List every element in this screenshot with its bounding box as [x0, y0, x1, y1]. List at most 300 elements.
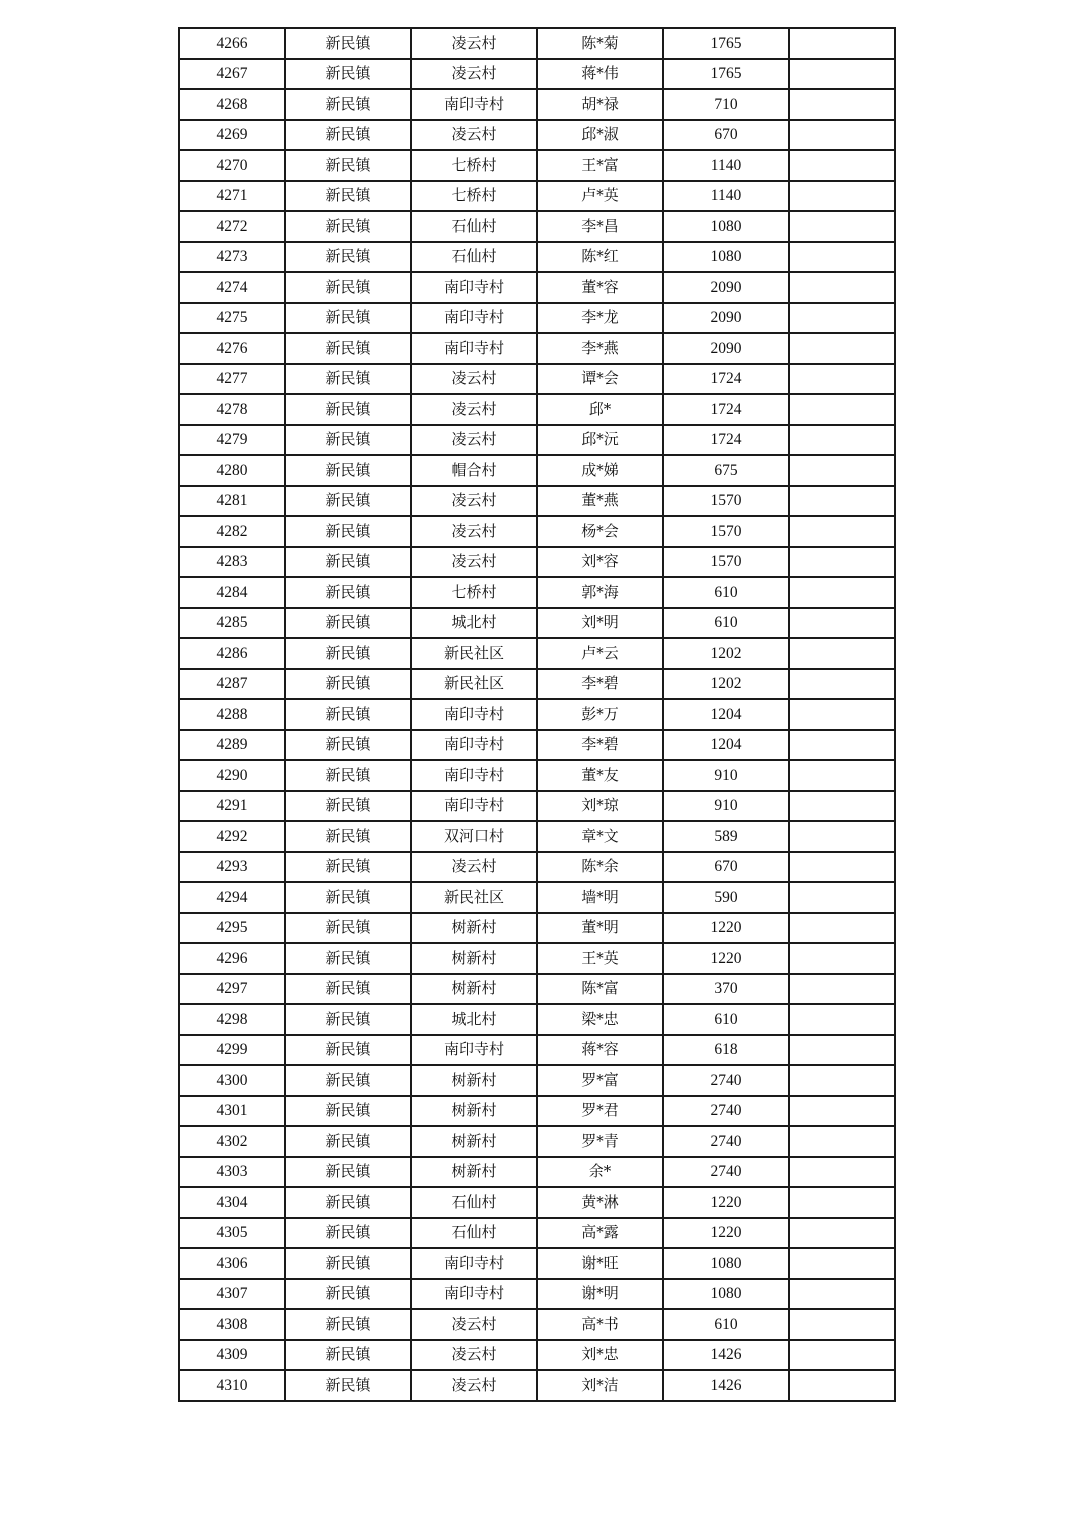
note-cell: [789, 59, 895, 90]
town-cell: 新民镇: [285, 760, 411, 791]
village-cell: 凌云村: [411, 120, 537, 151]
row-number-cell: 4275: [179, 303, 285, 334]
amount-cell: 589: [663, 821, 789, 852]
table-row: [179, 242, 895, 273]
town-cell: 新民镇: [285, 1035, 411, 1066]
village-cell: 南印寺村: [411, 1248, 537, 1279]
amount-cell: 370: [663, 974, 789, 1005]
note-cell: [789, 577, 895, 608]
village-cell: 南印寺村: [411, 1035, 537, 1066]
note-cell: [789, 699, 895, 730]
row-number-cell: 4283: [179, 547, 285, 578]
village-cell: 南印寺村: [411, 333, 537, 364]
row-number-cell: 4266: [179, 28, 285, 59]
note-cell: [789, 1340, 895, 1371]
row-number-cell: 4281: [179, 486, 285, 517]
village-cell: 凌云村: [411, 1340, 537, 1371]
town-cell: 新民镇: [285, 181, 411, 212]
amount-cell: 675: [663, 455, 789, 486]
village-cell: 石仙村: [411, 242, 537, 273]
note-cell: [789, 943, 895, 974]
table-row: [179, 181, 895, 212]
person-name-cell: 章*文: [537, 821, 663, 852]
table-row: [179, 89, 895, 120]
note-cell: [789, 730, 895, 761]
person-name-cell: 梁*忠: [537, 1004, 663, 1035]
town-cell: 新民镇: [285, 882, 411, 913]
person-name-cell: 刘*忠: [537, 1340, 663, 1371]
table-row: [179, 882, 895, 913]
note-cell: [789, 638, 895, 669]
person-name-cell: 陈*红: [537, 242, 663, 273]
note-cell: [789, 974, 895, 1005]
row-number-cell: 4290: [179, 760, 285, 791]
village-cell: 石仙村: [411, 1218, 537, 1249]
village-cell: 南印寺村: [411, 760, 537, 791]
amount-cell: 1202: [663, 638, 789, 669]
person-name-cell: 邱*淑: [537, 120, 663, 151]
person-name-cell: 刘*明: [537, 608, 663, 639]
row-number-cell: 4286: [179, 638, 285, 669]
row-number-cell: 4306: [179, 1248, 285, 1279]
town-cell: 新民镇: [285, 394, 411, 425]
person-name-cell: 卢*云: [537, 638, 663, 669]
town-cell: 新民镇: [285, 730, 411, 761]
table-row: [179, 1279, 895, 1310]
table-row: [179, 455, 895, 486]
row-number-cell: 4269: [179, 120, 285, 151]
village-cell: 南印寺村: [411, 303, 537, 334]
row-number-cell: 4300: [179, 1065, 285, 1096]
table-row: [179, 1157, 895, 1188]
amount-cell: 610: [663, 608, 789, 639]
table-row: [179, 577, 895, 608]
note-cell: [789, 150, 895, 181]
amount-cell: 2090: [663, 272, 789, 303]
amount-cell: 2090: [663, 303, 789, 334]
table-row: [179, 547, 895, 578]
amount-cell: 1140: [663, 181, 789, 212]
note-cell: [789, 760, 895, 791]
table-row: [179, 150, 895, 181]
row-number-cell: 4292: [179, 821, 285, 852]
note-cell: [789, 913, 895, 944]
table-row: [179, 821, 895, 852]
row-number-cell: 4295: [179, 913, 285, 944]
row-number-cell: 4302: [179, 1126, 285, 1157]
amount-cell: 1570: [663, 547, 789, 578]
amount-cell: 910: [663, 791, 789, 822]
town-cell: 新民镇: [285, 1065, 411, 1096]
amount-cell: 1202: [663, 669, 789, 700]
town-cell: 新民镇: [285, 28, 411, 59]
table-row: [179, 669, 895, 700]
person-name-cell: 罗*富: [537, 1065, 663, 1096]
person-name-cell: 陈*富: [537, 974, 663, 1005]
town-cell: 新民镇: [285, 913, 411, 944]
person-name-cell: 高*书: [537, 1309, 663, 1340]
amount-cell: 1220: [663, 913, 789, 944]
person-name-cell: 蒋*容: [537, 1035, 663, 1066]
table-row: [179, 1187, 895, 1218]
row-number-cell: 4270: [179, 150, 285, 181]
village-cell: 南印寺村: [411, 272, 537, 303]
village-cell: 石仙村: [411, 1187, 537, 1218]
person-name-cell: 邱*: [537, 394, 663, 425]
person-name-cell: 陈*余: [537, 852, 663, 883]
person-name-cell: 杨*会: [537, 516, 663, 547]
town-cell: 新民镇: [285, 364, 411, 395]
person-name-cell: 蒋*伟: [537, 59, 663, 90]
person-name-cell: 董*明: [537, 913, 663, 944]
amount-cell: 1220: [663, 1218, 789, 1249]
table-row: [179, 791, 895, 822]
row-number-cell: 4294: [179, 882, 285, 913]
row-number-cell: 4285: [179, 608, 285, 639]
row-number-cell: 4296: [179, 943, 285, 974]
village-cell: 石仙村: [411, 211, 537, 242]
village-cell: 树新村: [411, 1157, 537, 1188]
row-number-cell: 4310: [179, 1370, 285, 1401]
amount-cell: 1220: [663, 943, 789, 974]
village-cell: 树新村: [411, 913, 537, 944]
town-cell: 新民镇: [285, 1096, 411, 1127]
note-cell: [789, 242, 895, 273]
note-cell: [789, 1309, 895, 1340]
person-name-cell: 董*容: [537, 272, 663, 303]
amount-cell: 610: [663, 1309, 789, 1340]
town-cell: 新民镇: [285, 516, 411, 547]
amount-cell: 1220: [663, 1187, 789, 1218]
town-cell: 新民镇: [285, 1248, 411, 1279]
note-cell: [789, 1370, 895, 1401]
row-number-cell: 4301: [179, 1096, 285, 1127]
village-cell: 双河口村: [411, 821, 537, 852]
town-cell: 新民镇: [285, 59, 411, 90]
table-row: [179, 699, 895, 730]
row-number-cell: 4305: [179, 1218, 285, 1249]
table-row: [179, 272, 895, 303]
amount-cell: 1426: [663, 1370, 789, 1401]
note-cell: [789, 486, 895, 517]
row-number-cell: 4307: [179, 1279, 285, 1310]
table-row: [179, 120, 895, 151]
table-row: [179, 1096, 895, 1127]
row-number-cell: 4298: [179, 1004, 285, 1035]
note-cell: [789, 425, 895, 456]
amount-cell: 610: [663, 1004, 789, 1035]
amount-cell: 910: [663, 760, 789, 791]
table-row: [179, 516, 895, 547]
row-number-cell: 4272: [179, 211, 285, 242]
note-cell: [789, 333, 895, 364]
table-row: [179, 974, 895, 1005]
amount-cell: 1724: [663, 364, 789, 395]
person-name-cell: 邱*沅: [537, 425, 663, 456]
town-cell: 新民镇: [285, 1340, 411, 1371]
town-cell: 新民镇: [285, 1218, 411, 1249]
town-cell: 新民镇: [285, 425, 411, 456]
note-cell: [789, 455, 895, 486]
town-cell: 新民镇: [285, 242, 411, 273]
town-cell: 新民镇: [285, 1126, 411, 1157]
table-row: [179, 303, 895, 334]
town-cell: 新民镇: [285, 150, 411, 181]
note-cell: [789, 211, 895, 242]
table-row: [179, 1248, 895, 1279]
village-cell: 南印寺村: [411, 730, 537, 761]
person-name-cell: 李*燕: [537, 333, 663, 364]
village-cell: 凌云村: [411, 1309, 537, 1340]
table-row: [179, 1340, 895, 1371]
table-row: [179, 913, 895, 944]
person-name-cell: 王*英: [537, 943, 663, 974]
town-cell: 新民镇: [285, 211, 411, 242]
village-cell: 树新村: [411, 974, 537, 1005]
amount-cell: 1724: [663, 425, 789, 456]
village-cell: 城北村: [411, 1004, 537, 1035]
table-row: [179, 638, 895, 669]
note-cell: [789, 1187, 895, 1218]
amount-cell: 1570: [663, 486, 789, 517]
amount-cell: 1080: [663, 242, 789, 273]
town-cell: 新民镇: [285, 1279, 411, 1310]
town-cell: 新民镇: [285, 669, 411, 700]
person-name-cell: 胡*禄: [537, 89, 663, 120]
note-cell: [789, 1248, 895, 1279]
row-number-cell: 4284: [179, 577, 285, 608]
note-cell: [789, 303, 895, 334]
person-name-cell: 谭*会: [537, 364, 663, 395]
note-cell: [789, 791, 895, 822]
person-name-cell: 刘*琼: [537, 791, 663, 822]
table-row: [179, 730, 895, 761]
row-number-cell: 4299: [179, 1035, 285, 1066]
person-name-cell: 罗*君: [537, 1096, 663, 1127]
row-number-cell: 4297: [179, 974, 285, 1005]
table-row: [179, 425, 895, 456]
person-name-cell: 罗*青: [537, 1126, 663, 1157]
table-row: [179, 211, 895, 242]
town-cell: 新民镇: [285, 120, 411, 151]
row-number-cell: 4276: [179, 333, 285, 364]
town-cell: 新民镇: [285, 333, 411, 364]
village-cell: 新民社区: [411, 638, 537, 669]
amount-cell: 1204: [663, 699, 789, 730]
town-cell: 新民镇: [285, 699, 411, 730]
village-cell: 南印寺村: [411, 1279, 537, 1310]
town-cell: 新民镇: [285, 89, 411, 120]
amount-cell: 610: [663, 577, 789, 608]
table-row: [179, 1035, 895, 1066]
table-row: [179, 333, 895, 364]
note-cell: [789, 394, 895, 425]
town-cell: 新民镇: [285, 1157, 411, 1188]
note-cell: [789, 852, 895, 883]
amount-cell: 2740: [663, 1096, 789, 1127]
table-row: [179, 1370, 895, 1401]
amount-cell: 2740: [663, 1126, 789, 1157]
amount-cell: 670: [663, 120, 789, 151]
amount-cell: 2090: [663, 333, 789, 364]
village-cell: 凌云村: [411, 425, 537, 456]
amount-cell: 590: [663, 882, 789, 913]
note-cell: [789, 28, 895, 59]
note-cell: [789, 1218, 895, 1249]
amount-cell: 1140: [663, 150, 789, 181]
village-cell: 新民社区: [411, 669, 537, 700]
amount-cell: 1765: [663, 59, 789, 90]
data-table: [178, 27, 896, 1402]
row-number-cell: 4279: [179, 425, 285, 456]
note-cell: [789, 516, 895, 547]
note-cell: [789, 1096, 895, 1127]
town-cell: 新民镇: [285, 577, 411, 608]
note-cell: [789, 1065, 895, 1096]
village-cell: 凌云村: [411, 516, 537, 547]
town-cell: 新民镇: [285, 1370, 411, 1401]
person-name-cell: 李*碧: [537, 669, 663, 700]
village-cell: 凌云村: [411, 394, 537, 425]
town-cell: 新民镇: [285, 974, 411, 1005]
village-cell: 凌云村: [411, 364, 537, 395]
town-cell: 新民镇: [285, 1004, 411, 1035]
person-name-cell: 刘*容: [537, 547, 663, 578]
row-number-cell: 4278: [179, 394, 285, 425]
row-number-cell: 4303: [179, 1157, 285, 1188]
village-cell: 树新村: [411, 1126, 537, 1157]
village-cell: 树新村: [411, 1065, 537, 1096]
village-cell: 南印寺村: [411, 699, 537, 730]
row-number-cell: 4287: [179, 669, 285, 700]
row-number-cell: 4282: [179, 516, 285, 547]
person-name-cell: 卢*英: [537, 181, 663, 212]
note-cell: [789, 882, 895, 913]
town-cell: 新民镇: [285, 1309, 411, 1340]
person-name-cell: 成*娣: [537, 455, 663, 486]
amount-cell: 2740: [663, 1065, 789, 1096]
village-cell: 凌云村: [411, 547, 537, 578]
village-cell: 树新村: [411, 1096, 537, 1127]
town-cell: 新民镇: [285, 821, 411, 852]
village-cell: 七桥村: [411, 577, 537, 608]
town-cell: 新民镇: [285, 303, 411, 334]
amount-cell: 2740: [663, 1157, 789, 1188]
note-cell: [789, 821, 895, 852]
town-cell: 新民镇: [285, 608, 411, 639]
row-number-cell: 4271: [179, 181, 285, 212]
row-number-cell: 4293: [179, 852, 285, 883]
town-cell: 新民镇: [285, 455, 411, 486]
row-number-cell: 4308: [179, 1309, 285, 1340]
row-number-cell: 4273: [179, 242, 285, 273]
village-cell: 南印寺村: [411, 89, 537, 120]
note-cell: [789, 1004, 895, 1035]
row-number-cell: 4280: [179, 455, 285, 486]
town-cell: 新民镇: [285, 1187, 411, 1218]
row-number-cell: 4274: [179, 272, 285, 303]
village-cell: 凌云村: [411, 1370, 537, 1401]
row-number-cell: 4268: [179, 89, 285, 120]
amount-cell: 1204: [663, 730, 789, 761]
table-row: [179, 1309, 895, 1340]
amount-cell: 1080: [663, 211, 789, 242]
town-cell: 新民镇: [285, 852, 411, 883]
person-name-cell: 墙*明: [537, 882, 663, 913]
person-name-cell: 李*昌: [537, 211, 663, 242]
village-cell: 凌云村: [411, 486, 537, 517]
person-name-cell: 刘*洁: [537, 1370, 663, 1401]
person-name-cell: 郭*海: [537, 577, 663, 608]
table-row: [179, 852, 895, 883]
person-name-cell: 谢*明: [537, 1279, 663, 1310]
amount-cell: 1765: [663, 28, 789, 59]
note-cell: [789, 89, 895, 120]
person-name-cell: 谢*旺: [537, 1248, 663, 1279]
amount-cell: 618: [663, 1035, 789, 1066]
row-number-cell: 4289: [179, 730, 285, 761]
village-cell: 七桥村: [411, 150, 537, 181]
table-row: [179, 394, 895, 425]
table-row: [179, 59, 895, 90]
person-name-cell: 彭*万: [537, 699, 663, 730]
table-row: [179, 1218, 895, 1249]
person-name-cell: 黄*淋: [537, 1187, 663, 1218]
amount-cell: 1570: [663, 516, 789, 547]
note-cell: [789, 181, 895, 212]
table-row: [179, 1126, 895, 1157]
note-cell: [789, 364, 895, 395]
amount-cell: 710: [663, 89, 789, 120]
table-body: [179, 28, 895, 1401]
row-number-cell: 4304: [179, 1187, 285, 1218]
note-cell: [789, 669, 895, 700]
table-row: [179, 28, 895, 59]
row-number-cell: 4277: [179, 364, 285, 395]
amount-cell: 1426: [663, 1340, 789, 1371]
village-cell: 凌云村: [411, 28, 537, 59]
village-cell: 凌云村: [411, 59, 537, 90]
town-cell: 新民镇: [285, 272, 411, 303]
town-cell: 新民镇: [285, 791, 411, 822]
town-cell: 新民镇: [285, 638, 411, 669]
amount-cell: 1080: [663, 1279, 789, 1310]
village-cell: 凌云村: [411, 852, 537, 883]
person-name-cell: 王*富: [537, 150, 663, 181]
note-cell: [789, 1035, 895, 1066]
table-row: [179, 1065, 895, 1096]
table-row: [179, 364, 895, 395]
row-number-cell: 4267: [179, 59, 285, 90]
row-number-cell: 4309: [179, 1340, 285, 1371]
amount-cell: 1080: [663, 1248, 789, 1279]
table-row: [179, 608, 895, 639]
note-cell: [789, 1126, 895, 1157]
village-cell: 七桥村: [411, 181, 537, 212]
person-name-cell: 余*: [537, 1157, 663, 1188]
note-cell: [789, 120, 895, 151]
table-row: [179, 943, 895, 974]
amount-cell: 670: [663, 852, 789, 883]
town-cell: 新民镇: [285, 486, 411, 517]
person-name-cell: 董*燕: [537, 486, 663, 517]
person-name-cell: 陈*菊: [537, 28, 663, 59]
person-name-cell: 李*碧: [537, 730, 663, 761]
note-cell: [789, 1279, 895, 1310]
village-cell: 新民社区: [411, 882, 537, 913]
amount-cell: 1724: [663, 394, 789, 425]
town-cell: 新民镇: [285, 943, 411, 974]
